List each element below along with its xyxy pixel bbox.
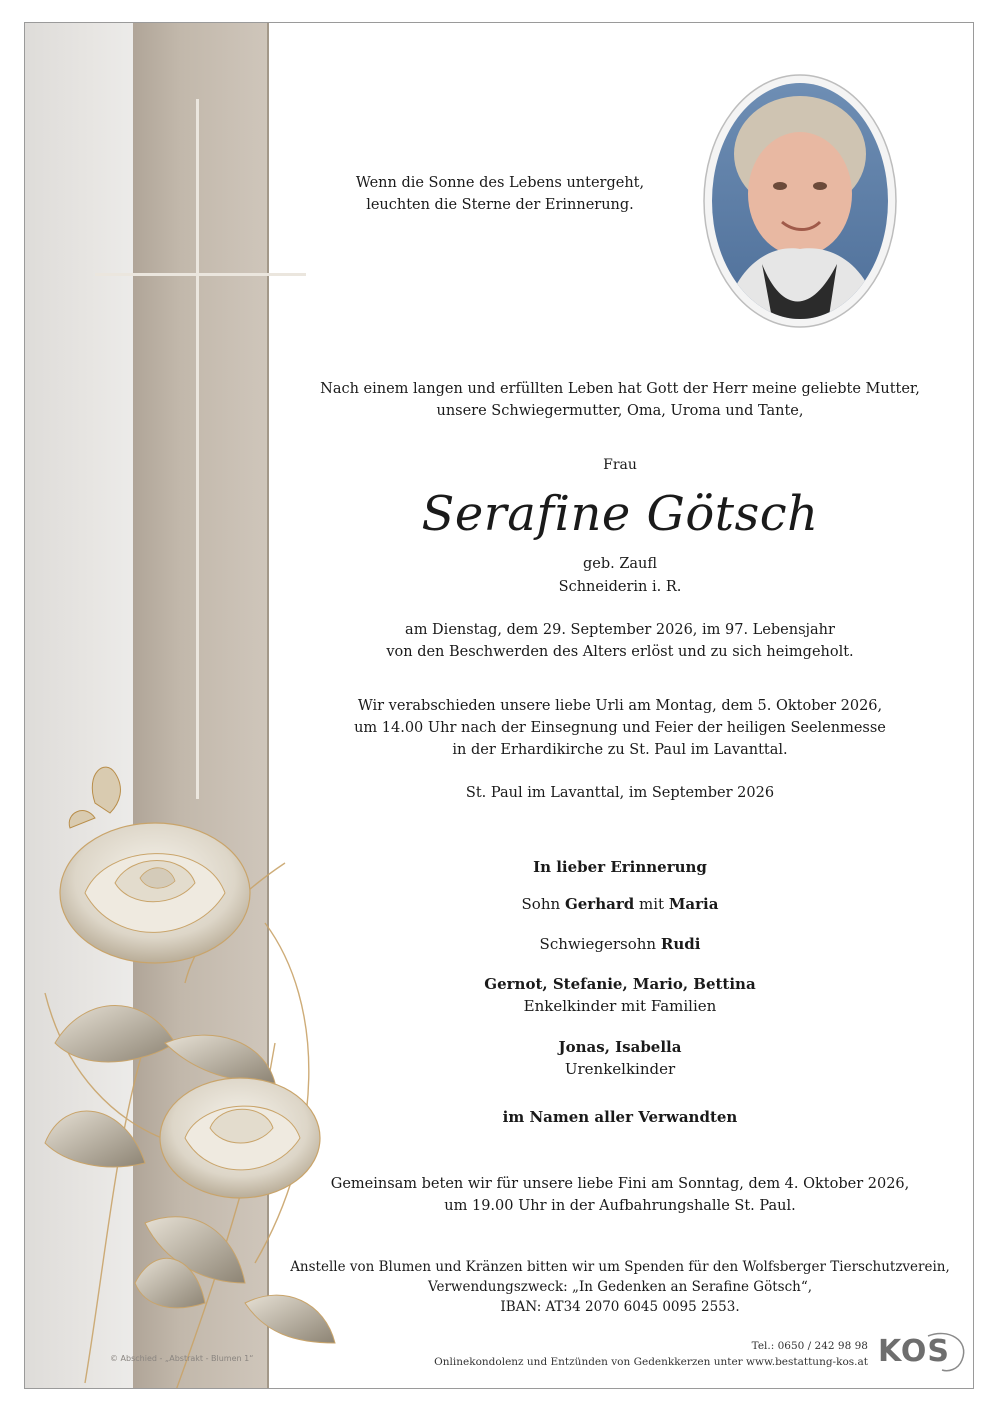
relation-label: Urenkelkinder — [564, 1060, 676, 1078]
mourner-son — [380, 893, 860, 915]
intro-text — [290, 378, 950, 422]
service-line: um 14.00 Uhr nach der Einsegnung und Feier der heiligen Seelenmesse — [354, 720, 886, 736]
relation-label: Schwiegersohn — [539, 935, 661, 953]
cross-icon — [196, 99, 199, 799]
mourner-great-grandchildren — [380, 1036, 860, 1080]
logo-swoosh-icon — [878, 1330, 970, 1374]
place-date: St. Paul im Lavanttal, im September 2026 — [465, 785, 775, 801]
relation-label: Enkelkinder mit Familien — [523, 997, 717, 1015]
image-credit: © Abschied - „Abstrakt - Blumen 1“ — [110, 1354, 254, 1363]
donation-info — [285, 1257, 955, 1317]
death-notice — [330, 619, 910, 663]
kos-logo — [878, 1330, 970, 1374]
memorial-quote — [330, 172, 670, 216]
death-line: von den Beschwerden des Alters erlöst und zu sich heimgeholt. — [386, 644, 854, 660]
donation-line: Verwendungszweck: „In Gedenken an Serafine Götsch“, — [427, 1279, 813, 1295]
cross-icon-bar — [95, 273, 306, 276]
footer-phone: Tel.: 0650 / 242 98 98 — [751, 1340, 868, 1352]
donation-line: IBAN: AT34 2070 6045 0095 2553. — [500, 1299, 740, 1315]
mourner-name: Maria — [668, 895, 719, 913]
service-line: Wir verabschieden unsere liebe Urli am Montag, dem 5. Oktober 2026, — [357, 698, 883, 714]
quote-line: Wenn die Sonne des Lebens untergeht, — [355, 175, 645, 191]
intro-line: unsere Schwiegermutter, Oma, Uroma und Tante, — [436, 403, 804, 419]
intro-line: Nach einem langen und erfüllten Leben hat Gott der Herr meine geliebte Mutter, — [320, 381, 920, 397]
mourner-name: Gernot, Stefanie, Mario, Bettina — [484, 975, 756, 993]
portrait-photo-oval — [702, 74, 898, 329]
mourner-grandchildren — [380, 973, 860, 1017]
occupation: Schneiderin i. R. — [558, 579, 682, 595]
mourner-name: Gerhard — [564, 895, 635, 913]
relation-label: Sohn — [521, 895, 565, 913]
funeral-service-info — [310, 695, 930, 761]
maiden-name: geb. Zaufl — [582, 556, 658, 572]
deceased-name: Serafine Götsch — [421, 486, 819, 542]
prayer-line: Gemeinsam beten wir für unsere liebe Fini am Sonntag, dem 4. Oktober 2026, — [330, 1176, 910, 1192]
mourners-heading: In lieber Erinnerung — [533, 858, 707, 876]
mourner-son-in-law — [380, 933, 860, 955]
relation-label: mit — [634, 895, 669, 913]
salutation: Frau — [603, 457, 637, 473]
prayer-info — [300, 1173, 940, 1217]
mourner-name: Rudi — [660, 935, 701, 953]
prayer-line: um 19.00 Uhr in der Aufbahrungshalle St. Paul. — [444, 1198, 796, 1214]
service-line: in der Erhardikirche zu St. Paul im Lavanttal. — [452, 742, 788, 758]
donation-line: Anstelle von Blumen und Kränzen bitten wir um Spenden für den Wolfsberger Tierschutzverein, — [290, 1259, 950, 1275]
death-line: am Dienstag, dem 29. September 2026, im 97. Lebensjahr — [405, 622, 835, 638]
mourner-name: Jonas, Isabella — [558, 1038, 682, 1056]
quote-line: leuchten die Sterne der Erinnerung. — [366, 197, 634, 213]
logo-text: KOS — [878, 1334, 951, 1369]
all-relatives: im Namen aller Verwandten — [502, 1108, 738, 1126]
footer-online-link[interactable]: Onlinekondolenz und Entzünden von Gedenkkerzen unter www.bestattung-kos.at — [434, 1356, 868, 1368]
